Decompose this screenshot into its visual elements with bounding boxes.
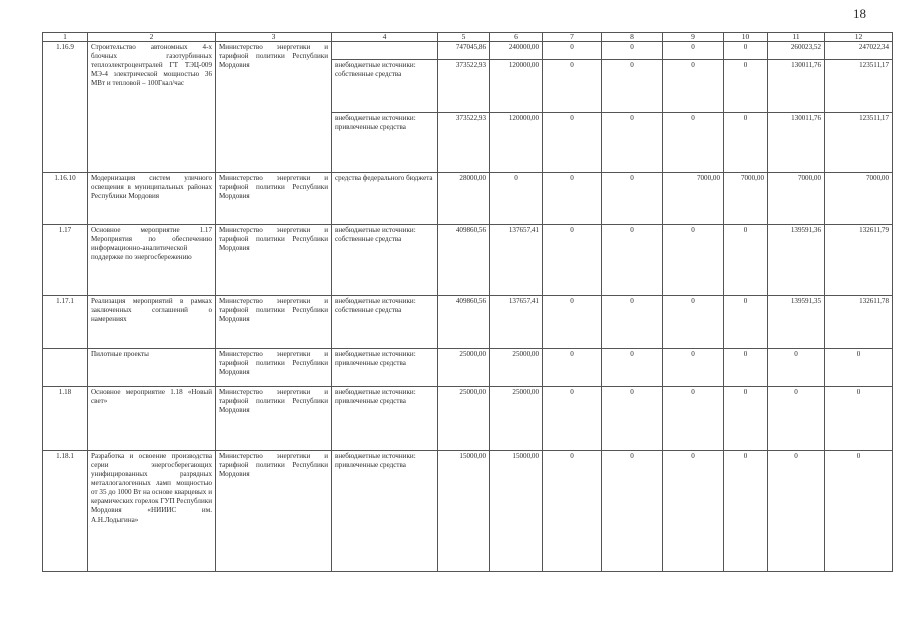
value-cell: 0: [724, 387, 768, 451]
value-cell: 25000,00: [490, 349, 543, 387]
value-cell: 7000,00: [663, 173, 724, 225]
value-cell: 0: [768, 387, 825, 451]
table-row: [43, 349, 893, 387]
value-cell: 373522,93: [438, 60, 490, 113]
executor: Министерство энергетики и тарифной политики Республики Мордовия: [216, 451, 332, 572]
value-cell: 0: [543, 387, 602, 451]
value-cell: 0: [543, 451, 602, 572]
value-cell: 25000,00: [438, 387, 490, 451]
value-cell: 0: [602, 225, 663, 296]
value-cell: 0: [543, 113, 602, 173]
column-number-row: [43, 33, 893, 42]
value-cell: 139591,35: [768, 296, 825, 349]
value-cell: 7000,00: [724, 173, 768, 225]
value-cell: 0: [602, 349, 663, 387]
value-cell: 373522,93: [438, 113, 490, 173]
value-cell: 130011,76: [768, 60, 825, 113]
value-cell: 137657,41: [490, 296, 543, 349]
header-cell: 11: [768, 33, 825, 42]
value-cell: 15000,00: [438, 451, 490, 572]
value-cell: 123511,17: [825, 113, 893, 173]
value-cell: 130011,76: [768, 113, 825, 173]
row-code: 1.18: [43, 387, 88, 451]
value-cell: 0: [825, 349, 893, 387]
value-cell: 260023,52: [768, 42, 825, 60]
program-table: [42, 32, 893, 572]
executor: Министерство энергетики и тарифной политики Республики Мордовия: [216, 387, 332, 451]
value-cell: 25000,00: [438, 349, 490, 387]
value-cell: 132611,79: [825, 225, 893, 296]
table-row: [43, 173, 893, 225]
value-cell: 0: [663, 225, 724, 296]
value-cell: 137657,41: [490, 225, 543, 296]
value-cell: 120000,00: [490, 60, 543, 113]
value-cell: 7000,00: [825, 173, 893, 225]
value-cell: 409860,56: [438, 225, 490, 296]
row-code: 1.16.9: [43, 42, 88, 173]
row-code: 1.18.1: [43, 451, 88, 572]
value-cell: 28000,00: [438, 173, 490, 225]
value-cell: 747045,86: [438, 42, 490, 60]
measure-name: Реализация мероприятий в рамках заключенных соглашений о намерениях: [88, 296, 216, 349]
value-cell: 0: [663, 451, 724, 572]
measure-name: Модернизация систем уличного освещения в муниципальных районах Республики Мордовия: [88, 173, 216, 225]
funding-source: внебюджетные источники: привлеченные средства: [332, 451, 438, 572]
header-cell: 7: [543, 33, 602, 42]
value-cell: 0: [543, 173, 602, 225]
value-cell: 0: [724, 349, 768, 387]
funding-source: внебюджетные источники: собственные средства: [332, 296, 438, 349]
value-cell: 0: [602, 387, 663, 451]
executor: Министерство энергетики и тарифной политики Республики Мордовия: [216, 349, 332, 387]
measure-name: Основное мероприятие 1.18 «Новый свет»: [88, 387, 216, 451]
executor: Министерство энергетики и тарифной политики Республики Мордовия: [216, 173, 332, 225]
value-cell: 0: [663, 60, 724, 113]
header-cell: 4: [332, 33, 438, 42]
value-cell: 0: [724, 296, 768, 349]
value-cell: 25000,00: [490, 387, 543, 451]
value-cell: 0: [602, 42, 663, 60]
header-cell: 9: [663, 33, 724, 42]
value-cell: 0: [825, 387, 893, 451]
value-cell: 0: [543, 296, 602, 349]
header-cell: 8: [602, 33, 663, 42]
measure-name: Строительство автономных 4-х блочных газотурбинных теплоэлектроцентралей ГТ ТЭЦ-009 МЭ-4 электрической мощностью 36 МВт и тепловой – 100Гкал/час: [88, 42, 216, 173]
funding-source: внебюджетные источники: привлеченные средства: [332, 387, 438, 451]
value-cell: 0: [663, 387, 724, 451]
header-cell: 12: [825, 33, 893, 42]
value-cell: 0: [543, 225, 602, 296]
row-code: 1.16.10: [43, 173, 88, 225]
value-cell: 247022,34: [825, 42, 893, 60]
value-cell: 0: [724, 60, 768, 113]
table-row: [43, 451, 893, 572]
value-cell: 240000,00: [490, 42, 543, 60]
value-cell: 0: [490, 173, 543, 225]
header-cell: 5: [438, 33, 490, 42]
header-cell: 10: [724, 33, 768, 42]
value-cell: 0: [724, 42, 768, 60]
table-row: [43, 387, 893, 451]
row-code: 1.17: [43, 225, 88, 296]
funding-source: внебюджетные источники: привлеченные средства: [332, 349, 438, 387]
value-cell: 0: [724, 113, 768, 173]
funding-source: внебюджетные источники: привлеченные средства: [332, 113, 438, 173]
value-cell: 120000,00: [490, 113, 543, 173]
value-cell: 0: [543, 60, 602, 113]
header-cell: 2: [88, 33, 216, 42]
value-cell: 0: [724, 451, 768, 572]
value-cell: 139591,36: [768, 225, 825, 296]
value-cell: 0: [768, 349, 825, 387]
value-cell: 0: [602, 113, 663, 173]
row-code: [43, 349, 88, 387]
value-cell: 0: [602, 451, 663, 572]
value-cell: 0: [663, 349, 724, 387]
value-cell: 0: [663, 42, 724, 60]
value-cell: 0: [825, 451, 893, 572]
funding-source: внебюджетные источники: собственные средства: [332, 60, 438, 113]
value-cell: 0: [663, 113, 724, 173]
table-row: [43, 296, 893, 349]
executor: Министерство энергетики и тарифной политики Республики Мордовия: [216, 296, 332, 349]
measure-name: Разработка и освоение производства серии энергосберегающих унифицированных разрядных металлогалогенных ламп мощностью от 35 до 1000 Вт на основе кварцевых и керамических горелок ГУП Республики Мордовия «НИИИС им. А.Н.Лодыгина»: [88, 451, 216, 572]
funding-source: внебюджетные источники: собственные средства: [332, 225, 438, 296]
value-cell: 0: [724, 225, 768, 296]
header-cell: 1: [43, 33, 88, 42]
table-row: [43, 225, 893, 296]
value-cell: 0: [663, 296, 724, 349]
funding-source: средства федерального бюджета: [332, 173, 438, 225]
header-cell: 6: [490, 33, 543, 42]
measure-name: Пилотные проекты: [88, 349, 216, 387]
executor: Министерство энергетики и тарифной политики Республики Мордовия: [216, 42, 332, 173]
value-cell: 132611,78: [825, 296, 893, 349]
row-code: 1.17.1: [43, 296, 88, 349]
value-cell: 0: [543, 42, 602, 60]
value-cell: 0: [602, 296, 663, 349]
value-cell: 0: [602, 60, 663, 113]
value-cell: 7000,00: [768, 173, 825, 225]
table-row: [43, 42, 893, 60]
value-cell: 123511,17: [825, 60, 893, 113]
page-number: 18: [853, 6, 866, 21]
funding-source: [332, 42, 438, 60]
executor: Министерство энергетики и тарифной политики Республики Мордовия: [216, 225, 332, 296]
value-cell: 0: [768, 451, 825, 572]
header-cell: 3: [216, 33, 332, 42]
value-cell: 0: [602, 173, 663, 225]
value-cell: 409860,56: [438, 296, 490, 349]
value-cell: 15000,00: [490, 451, 543, 572]
measure-name: Основное мероприятие 1.17 Мероприятия по обеспечению информационно-аналитической поддержке по энергосбережению: [88, 225, 216, 296]
value-cell: 0: [543, 349, 602, 387]
